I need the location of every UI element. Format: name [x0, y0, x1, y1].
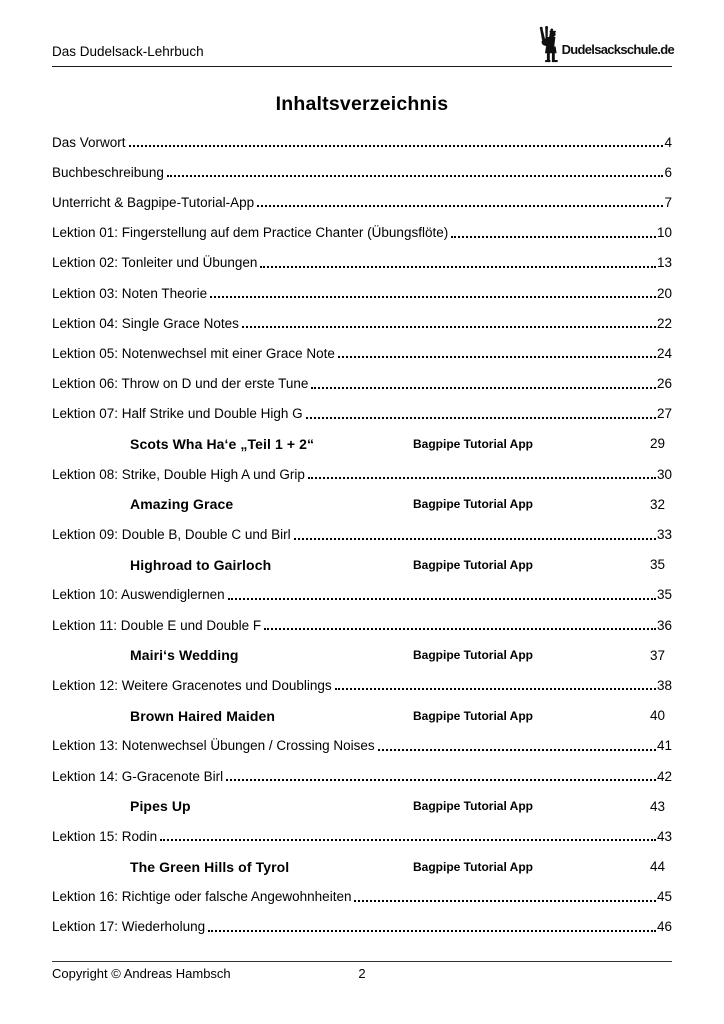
toc-entry-label: Lektion 12: Weitere Gracenotes und Doublings	[52, 677, 332, 693]
toc-entry-page: 22	[656, 315, 672, 331]
toc-entry-page: 10	[656, 225, 672, 241]
tune-page: 29	[649, 436, 665, 452]
dot-leader	[335, 688, 656, 690]
toc-entry-page: 7	[664, 194, 672, 210]
footer-copyright: Copyright © Andreas Hambsch	[52, 966, 231, 981]
tune-title: Amazing Grace	[130, 496, 234, 513]
toc-tune-entry[interactable]	[52, 791, 672, 821]
toc-entry-page: 20	[656, 285, 672, 301]
tune-page: 40	[649, 708, 665, 724]
document-title: Das Dudelsack-Lehrbuch	[52, 44, 204, 59]
toc-entry[interactable]	[52, 580, 672, 610]
dot-leader	[338, 356, 656, 358]
toc-entry-page: 13	[656, 255, 672, 271]
tune-title: The Green Hills of Tyrol	[130, 858, 290, 875]
toc-entry[interactable]	[52, 369, 672, 399]
toc-entry-label: Lektion 01: Fingerstellung auf dem Practice Chanter (Übungsflöte)	[52, 225, 449, 241]
dot-leader	[378, 749, 656, 751]
tune-app-label: Bagpipe Tutorial App	[413, 557, 533, 572]
dot-leader	[306, 417, 656, 419]
dot-leader	[160, 839, 656, 841]
toc-entry[interactable]	[52, 670, 672, 700]
tune-page: 44	[649, 859, 665, 875]
tune-app-label: Bagpipe Tutorial App	[413, 799, 533, 814]
toc-entry[interactable]	[52, 761, 672, 791]
dot-leader	[311, 387, 656, 389]
dot-leader	[210, 296, 656, 298]
tune-page: 43	[649, 798, 665, 814]
toc-entry-label: Lektion 11: Double E und Double F	[52, 617, 262, 633]
toc-entry[interactable]	[52, 399, 672, 429]
toc-entry-page: 27	[656, 406, 672, 422]
toc-entry-label: Lektion 10: Auswendiglernen	[52, 587, 225, 603]
tune-app-label: Bagpipe Tutorial App	[413, 859, 533, 874]
tune-title: Pipes Up	[130, 798, 191, 815]
toc-entry-page: 33	[656, 527, 672, 543]
tune-title: Scots Wha Ha‘e „Teil 1 + 2“	[130, 435, 315, 452]
toc-entry-page: 6	[664, 164, 672, 180]
toc-entry-label: Lektion 14: G-Gracenote Birl	[52, 768, 224, 784]
tune-title: Brown Haired Maiden	[130, 707, 276, 724]
tune-page: 32	[649, 496, 665, 512]
toc-entry-label: Lektion 03: Noten Theorie	[52, 285, 208, 301]
toc-entry[interactable]	[52, 338, 672, 368]
toc-entry[interactable]	[52, 912, 672, 942]
toc-entry[interactable]	[52, 127, 672, 157]
toc-entry-page: 35	[656, 587, 672, 603]
dot-leader	[257, 205, 663, 207]
toc-entry-label: Lektion 15: Rodin	[52, 828, 158, 844]
bagpiper-icon	[539, 26, 559, 63]
toc-entry-label: Lektion 13: Notenwechsel Übungen / Crossing Noises	[52, 738, 375, 754]
toc-list	[52, 127, 672, 942]
tune-app-label: Bagpipe Tutorial App	[413, 436, 533, 451]
toc-entry[interactable]	[52, 248, 672, 278]
toc-entry-page: 30	[656, 466, 672, 482]
dot-leader	[451, 236, 656, 238]
toc-entry-label: Buchbeschreibung	[52, 164, 164, 180]
dot-leader	[228, 598, 656, 600]
tune-page: 37	[649, 647, 665, 663]
footer-page-number: 2	[358, 966, 366, 981]
footer-divider	[52, 961, 672, 962]
toc-tune-entry[interactable]	[52, 640, 672, 670]
toc-entry[interactable]	[52, 519, 672, 549]
toc-entry[interactable]	[52, 610, 672, 640]
dot-leader	[308, 477, 656, 479]
toc-entry-page: 4	[664, 134, 672, 150]
toc-entry-page: 38	[656, 677, 672, 693]
logo-text: Dudelsackschule.de	[561, 42, 674, 57]
toc-entry-label: Lektion 09: Double B, Double C und Birl	[52, 527, 291, 543]
dot-leader	[167, 175, 664, 177]
toc-entry[interactable]	[52, 157, 672, 187]
toc-entry-page: 46	[656, 919, 672, 935]
toc-entry-label: Unterricht & Bagpipe-Tutorial-App	[52, 194, 255, 210]
dot-leader	[264, 628, 656, 630]
tune-title: Highroad to Gairloch	[130, 556, 272, 573]
toc-tune-entry[interactable]	[52, 550, 672, 580]
toc-entry-label: Lektion 05: Notenwechsel mit einer Grace Note	[52, 345, 335, 361]
toc-entry-label: Lektion 02: Tonleiter und Übungen	[52, 255, 258, 271]
tune-title: Mairi‘s Wedding	[130, 647, 239, 664]
toc-entry[interactable]	[52, 882, 672, 912]
header-divider	[52, 66, 672, 67]
toc-entry[interactable]	[52, 731, 672, 761]
toc-entry-label: Lektion 04: Single Grace Notes	[52, 315, 239, 331]
dot-leader	[354, 900, 656, 902]
toc-entry-page: 26	[656, 376, 672, 392]
toc-entry-page: 36	[656, 617, 672, 633]
dot-leader	[294, 538, 656, 540]
toc-entry[interactable]	[52, 308, 672, 338]
toc-entry-label: Lektion 17: Wiederholung	[52, 919, 206, 935]
dot-leader	[208, 930, 656, 932]
tune-app-label: Bagpipe Tutorial App	[413, 648, 533, 663]
toc-entry-page: 24	[656, 345, 672, 361]
tune-app-label: Bagpipe Tutorial App	[413, 497, 533, 512]
dot-leader	[260, 266, 656, 268]
toc-entry[interactable]	[52, 821, 672, 851]
toc-entry-page: 45	[656, 889, 672, 905]
toc-entry[interactable]	[52, 187, 672, 217]
toc-entry-label: Lektion 08: Strike, Double High A und Grip	[52, 466, 305, 482]
toc-entry-label: Das Vorwort	[52, 134, 126, 150]
dot-leader	[226, 779, 656, 781]
dot-leader	[242, 326, 656, 328]
toc-entry[interactable]	[52, 278, 672, 308]
toc-tune-entry[interactable]	[52, 429, 672, 459]
toc-entry[interactable]	[52, 218, 672, 248]
toc-entry-label: Lektion 06: Throw on D und der erste Tune	[52, 376, 309, 392]
toc-entry-label: Lektion 16: Richtige oder falsche Angewohnheiten	[52, 889, 352, 905]
toc-tune-entry[interactable]	[52, 489, 672, 519]
tune-page: 35	[649, 557, 665, 573]
dot-leader	[129, 145, 664, 147]
toc-entry-label: Lektion 07: Half Strike und Double High G	[52, 406, 303, 422]
page-title: Inhaltsverzeichnis	[275, 93, 449, 115]
tune-app-label: Bagpipe Tutorial App	[413, 708, 533, 723]
toc-tune-entry[interactable]	[52, 852, 672, 882]
toc-tune-entry[interactable]	[52, 701, 672, 731]
site-logo	[539, 26, 674, 63]
toc-entry[interactable]	[52, 459, 672, 489]
toc-entry-page: 42	[656, 768, 672, 784]
toc-entry-page: 41	[656, 738, 672, 754]
toc-entry-page: 43	[656, 828, 672, 844]
